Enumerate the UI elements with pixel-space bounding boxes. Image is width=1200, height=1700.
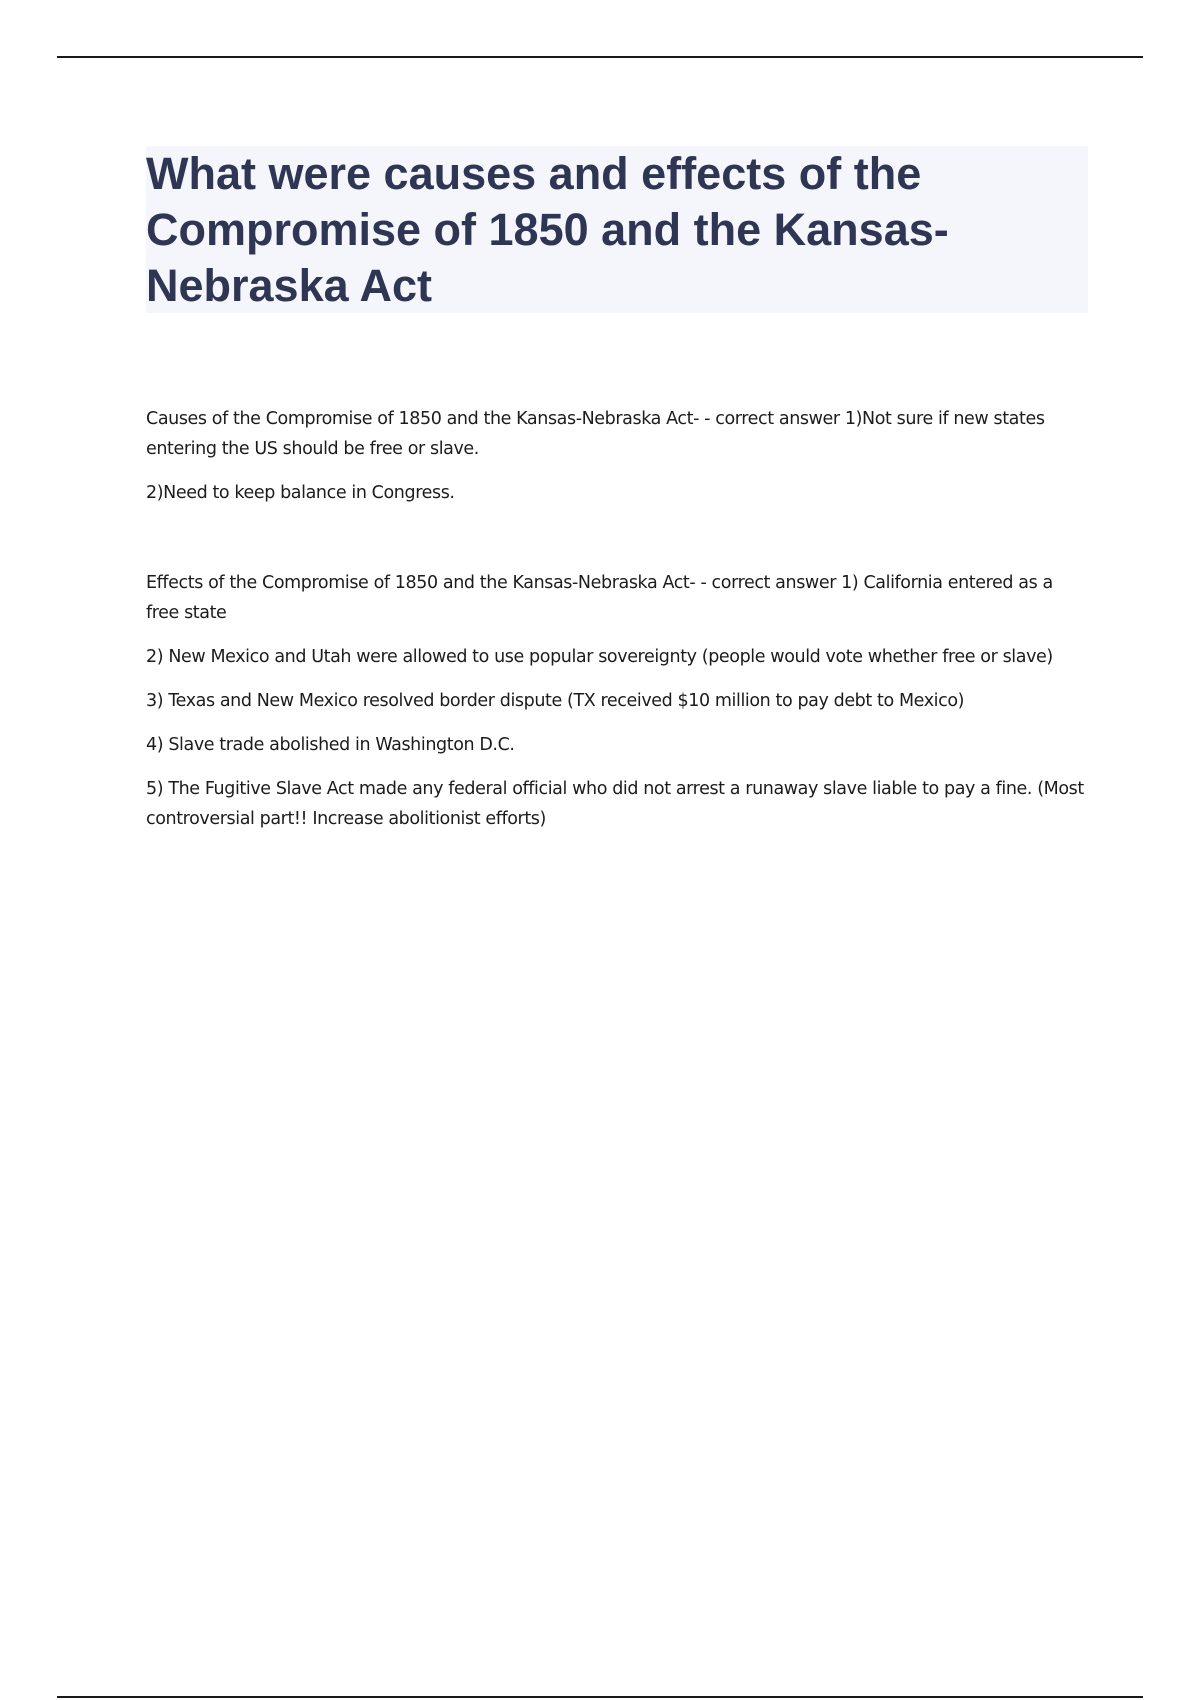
page-title: What were causes and effects of the Compromise of 1850 and the Kansas-Nebraska Act — [146, 148, 949, 311]
document-body — [146, 404, 1090, 848]
effects-paragraph-4: 4) Slave trade abolished in Washington D.C. — [146, 735, 515, 755]
title-banner — [146, 146, 1088, 313]
effects-paragraph-3: 3) Texas and New Mexico resolved border dispute (TX received $10 million to pay debt to Mexico) — [146, 691, 965, 711]
causes-paragraph-2: 2)Need to keep balance in Congress. — [146, 483, 455, 503]
bottom-divider — [57, 1696, 1143, 1698]
causes-paragraph-1: Causes of the Compromise of 1850 and the Kansas-Nebraska Act- - correct answer 1)Not sure if new states entering the US should be free or slave. — [146, 409, 1045, 459]
effects-paragraph-1: Effects of the Compromise of 1850 and the Kansas-Nebraska Act- - correct answer 1) California entered as a free state — [146, 573, 1053, 623]
effects-paragraph-2: 2) New Mexico and Utah were allowed to use popular sovereignty (people would vote whether free or slave) — [146, 647, 1053, 667]
effects-paragraph-5: 5) The Fugitive Slave Act made any federal official who did not arrest a runaway slave liable to pay a fine. (Most controversial part!! Increase abolitionist efforts) — [146, 779, 1084, 829]
top-divider — [57, 56, 1143, 58]
section-spacer — [146, 522, 1090, 568]
